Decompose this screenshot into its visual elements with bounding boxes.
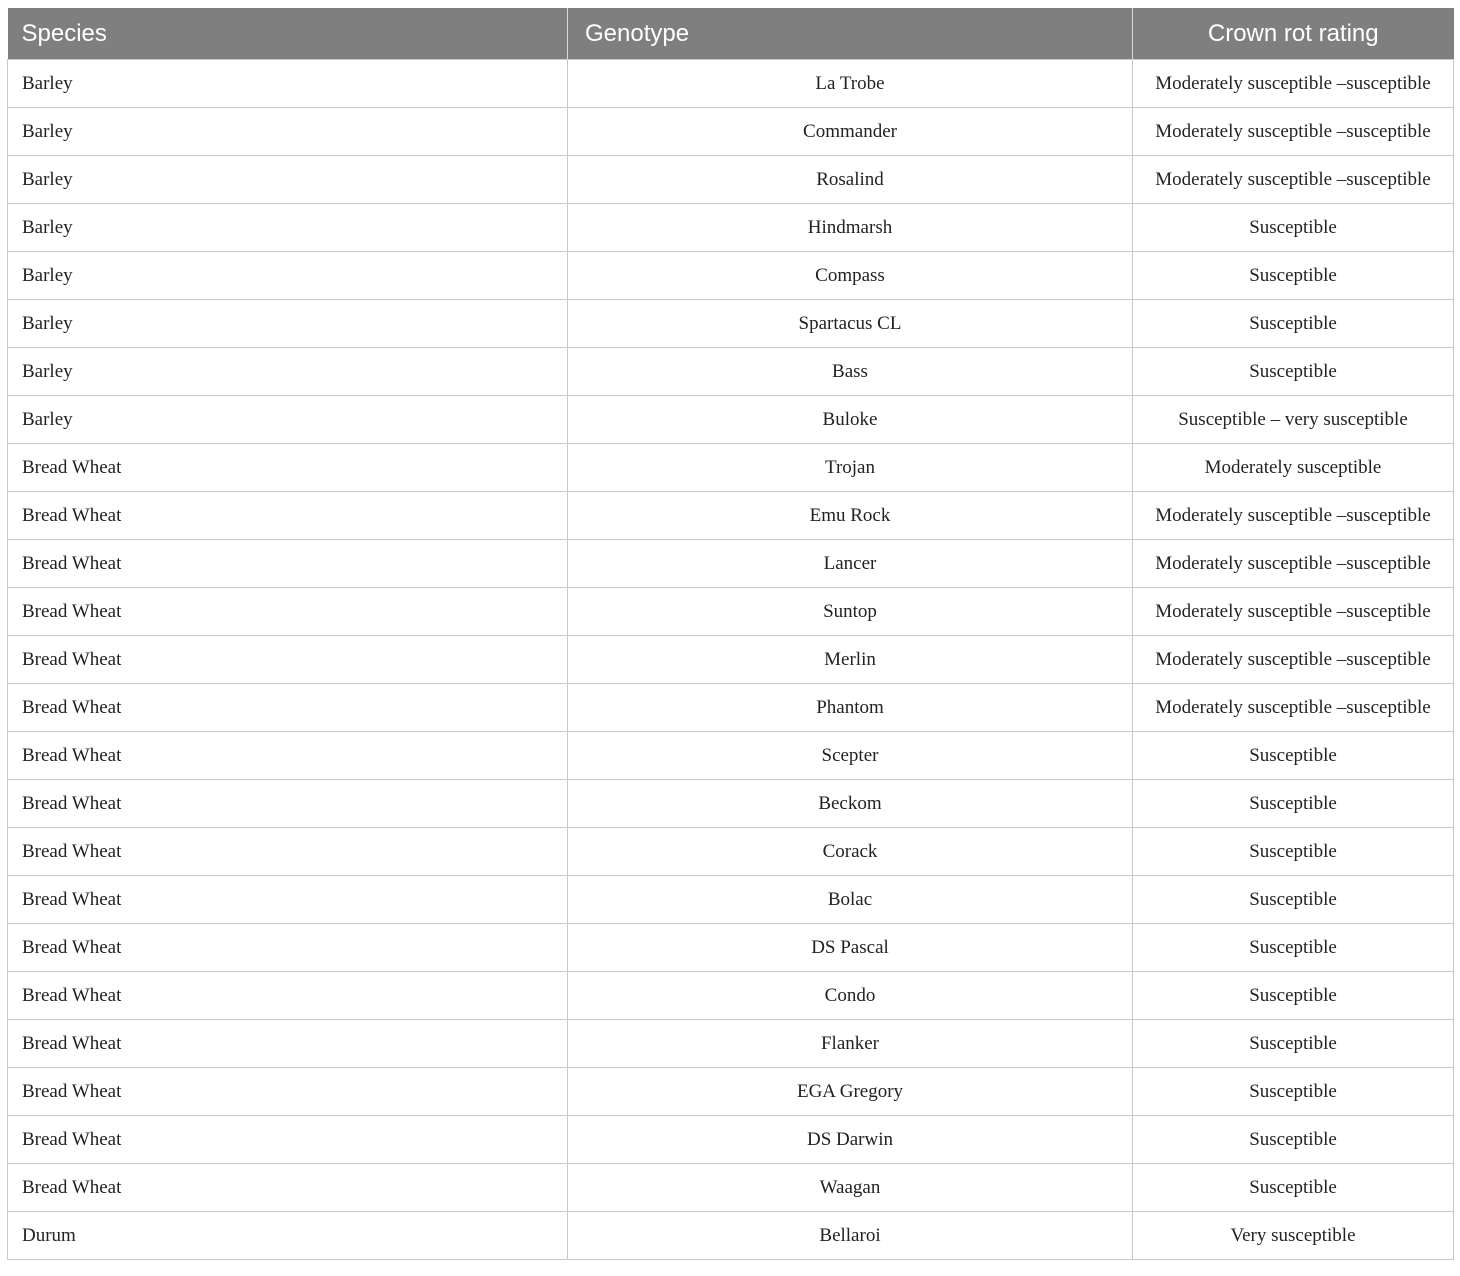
cell-crown-rot-rating: Moderately susceptible –susceptible bbox=[1133, 684, 1454, 732]
table-body bbox=[8, 60, 1454, 1260]
table-row bbox=[8, 588, 1454, 636]
cell-crown-rot-rating: Moderately susceptible –susceptible bbox=[1133, 108, 1454, 156]
cell-genotype: Beckom bbox=[568, 780, 1133, 828]
cell-genotype: Commander bbox=[568, 108, 1133, 156]
table-row bbox=[8, 108, 1454, 156]
cell-crown-rot-rating: Moderately susceptible –susceptible bbox=[1133, 60, 1454, 108]
cell-species: Barley bbox=[8, 108, 568, 156]
cell-genotype: DS Pascal bbox=[568, 924, 1133, 972]
cell-genotype: DS Darwin bbox=[568, 1116, 1133, 1164]
table-row bbox=[8, 540, 1454, 588]
cell-genotype: Bass bbox=[568, 348, 1133, 396]
cell-species: Barley bbox=[8, 396, 568, 444]
cell-genotype: Bellaroi bbox=[568, 1212, 1133, 1260]
cell-crown-rot-rating: Moderately susceptible –susceptible bbox=[1133, 588, 1454, 636]
cell-species: Barley bbox=[8, 348, 568, 396]
cell-crown-rot-rating: Susceptible bbox=[1133, 1116, 1454, 1164]
header-row bbox=[8, 8, 1454, 60]
table-row bbox=[8, 300, 1454, 348]
table-row bbox=[8, 780, 1454, 828]
cell-crown-rot-rating: Moderately susceptible –susceptible bbox=[1133, 540, 1454, 588]
table-row bbox=[8, 1068, 1454, 1116]
cell-crown-rot-rating: Susceptible bbox=[1133, 828, 1454, 876]
header-crown-rot-rating: Crown rot rating bbox=[1133, 8, 1454, 60]
table-row bbox=[8, 828, 1454, 876]
table-row bbox=[8, 732, 1454, 780]
cell-genotype: Corack bbox=[568, 828, 1133, 876]
cell-crown-rot-rating: Susceptible bbox=[1133, 1164, 1454, 1212]
cell-genotype: Lancer bbox=[568, 540, 1133, 588]
cell-crown-rot-rating: Moderately susceptible –susceptible bbox=[1133, 492, 1454, 540]
cell-crown-rot-rating: Susceptible bbox=[1133, 972, 1454, 1020]
cell-crown-rot-rating: Moderately susceptible –susceptible bbox=[1133, 636, 1454, 684]
cell-crown-rot-rating: Very susceptible bbox=[1133, 1212, 1454, 1260]
cell-species: Bread Wheat bbox=[8, 1116, 568, 1164]
table-row bbox=[8, 348, 1454, 396]
cell-species: Bread Wheat bbox=[8, 1164, 568, 1212]
cell-species: Bread Wheat bbox=[8, 684, 568, 732]
cell-species: Barley bbox=[8, 252, 568, 300]
cell-species: Barley bbox=[8, 300, 568, 348]
table-container bbox=[7, 8, 1453, 1260]
cell-genotype: Emu Rock bbox=[568, 492, 1133, 540]
cell-crown-rot-rating: Moderately susceptible –susceptible bbox=[1133, 156, 1454, 204]
cell-genotype: La Trobe bbox=[568, 60, 1133, 108]
cell-species: Durum bbox=[8, 1212, 568, 1260]
cell-genotype: Condo bbox=[568, 972, 1133, 1020]
cell-species: Barley bbox=[8, 156, 568, 204]
cell-crown-rot-rating: Susceptible bbox=[1133, 924, 1454, 972]
cell-species: Bread Wheat bbox=[8, 636, 568, 684]
table-row bbox=[8, 1116, 1454, 1164]
crown-rot-table bbox=[7, 8, 1454, 1260]
table-row bbox=[8, 252, 1454, 300]
table-row bbox=[8, 1020, 1454, 1068]
cell-species: Bread Wheat bbox=[8, 1068, 568, 1116]
cell-genotype: Suntop bbox=[568, 588, 1133, 636]
cell-species: Bread Wheat bbox=[8, 780, 568, 828]
table-row bbox=[8, 60, 1454, 108]
cell-species: Bread Wheat bbox=[8, 972, 568, 1020]
cell-species: Bread Wheat bbox=[8, 924, 568, 972]
cell-crown-rot-rating: Susceptible bbox=[1133, 780, 1454, 828]
cell-species: Barley bbox=[8, 204, 568, 252]
header-species: Species bbox=[8, 8, 568, 60]
cell-species: Bread Wheat bbox=[8, 588, 568, 636]
table-row bbox=[8, 924, 1454, 972]
cell-species: Bread Wheat bbox=[8, 492, 568, 540]
table-row bbox=[8, 636, 1454, 684]
cell-crown-rot-rating: Moderately susceptible bbox=[1133, 444, 1454, 492]
cell-genotype: Trojan bbox=[568, 444, 1133, 492]
cell-species: Bread Wheat bbox=[8, 444, 568, 492]
cell-crown-rot-rating: Susceptible – very susceptible bbox=[1133, 396, 1454, 444]
table-row bbox=[8, 396, 1454, 444]
table-row bbox=[8, 684, 1454, 732]
cell-species: Bread Wheat bbox=[8, 828, 568, 876]
cell-genotype: Rosalind bbox=[568, 156, 1133, 204]
cell-genotype: Bolac bbox=[568, 876, 1133, 924]
cell-species: Bread Wheat bbox=[8, 1020, 568, 1068]
cell-crown-rot-rating: Susceptible bbox=[1133, 204, 1454, 252]
table-row bbox=[8, 972, 1454, 1020]
cell-genotype: Scepter bbox=[568, 732, 1133, 780]
cell-crown-rot-rating: Susceptible bbox=[1133, 732, 1454, 780]
table-row bbox=[8, 1164, 1454, 1212]
cell-crown-rot-rating: Susceptible bbox=[1133, 300, 1454, 348]
cell-genotype: Waagan bbox=[568, 1164, 1133, 1212]
cell-species: Bread Wheat bbox=[8, 732, 568, 780]
table-header bbox=[8, 8, 1454, 60]
cell-species: Bread Wheat bbox=[8, 540, 568, 588]
cell-genotype: EGA Gregory bbox=[568, 1068, 1133, 1116]
cell-crown-rot-rating: Susceptible bbox=[1133, 252, 1454, 300]
cell-species: Barley bbox=[8, 60, 568, 108]
table-row bbox=[8, 156, 1454, 204]
cell-genotype: Phantom bbox=[568, 684, 1133, 732]
cell-genotype: Flanker bbox=[568, 1020, 1133, 1068]
table-row bbox=[8, 492, 1454, 540]
header-genotype: Genotype bbox=[568, 8, 1133, 60]
cell-crown-rot-rating: Susceptible bbox=[1133, 1020, 1454, 1068]
cell-genotype: Merlin bbox=[568, 636, 1133, 684]
cell-crown-rot-rating: Susceptible bbox=[1133, 876, 1454, 924]
cell-crown-rot-rating: Susceptible bbox=[1133, 348, 1454, 396]
table-row bbox=[8, 1212, 1454, 1260]
cell-crown-rot-rating: Susceptible bbox=[1133, 1068, 1454, 1116]
cell-genotype: Spartacus CL bbox=[568, 300, 1133, 348]
table-row bbox=[8, 876, 1454, 924]
table-row bbox=[8, 444, 1454, 492]
cell-genotype: Hindmarsh bbox=[568, 204, 1133, 252]
cell-genotype: Buloke bbox=[568, 396, 1133, 444]
cell-species: Bread Wheat bbox=[8, 876, 568, 924]
table-row bbox=[8, 204, 1454, 252]
cell-genotype: Compass bbox=[568, 252, 1133, 300]
